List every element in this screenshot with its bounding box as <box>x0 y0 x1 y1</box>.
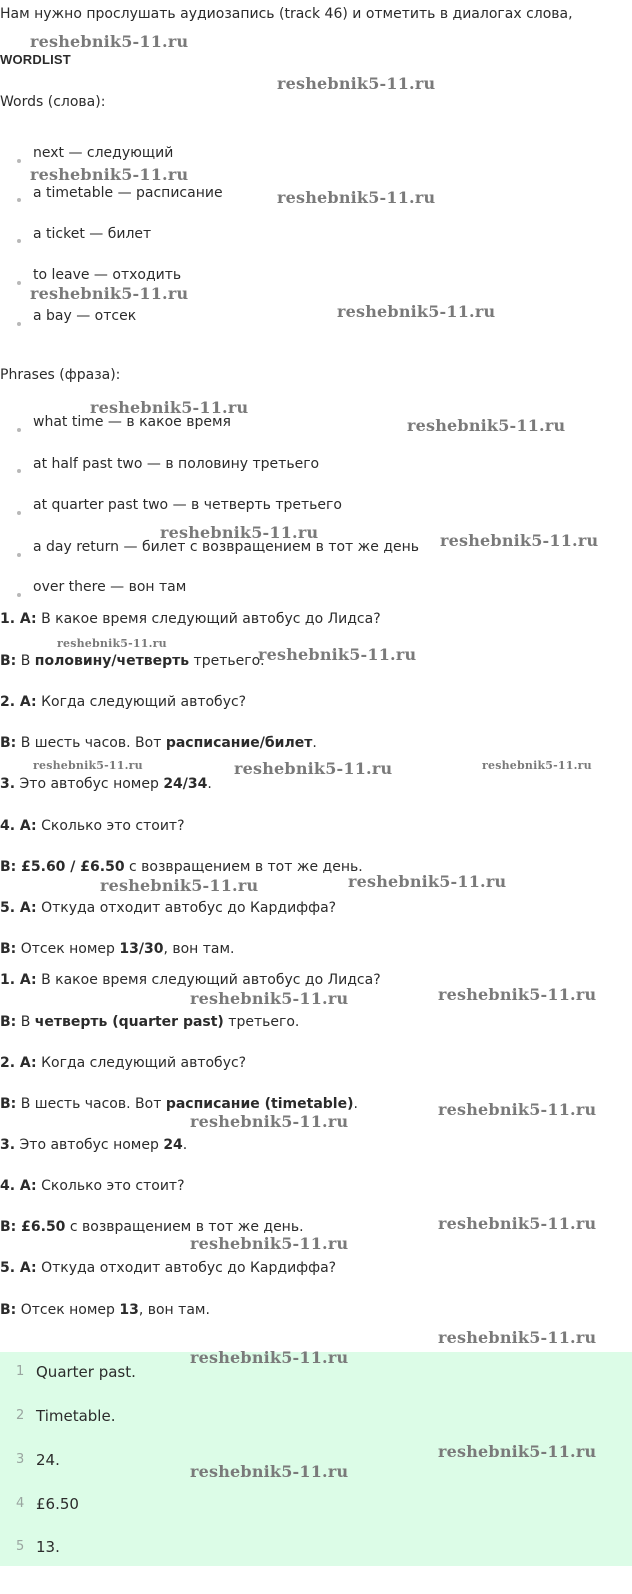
dialog-line: B: В шесть часов. Вот расписание/билет. <box>0 735 317 751</box>
answer-text: Quarter past. <box>36 1363 136 1381</box>
bullet-icon <box>17 428 21 432</box>
watermark: reshebnik5-11.ru <box>30 284 189 303</box>
watermark: reshebnik5-11.ru <box>190 1348 349 1367</box>
phrase-item: a day return — билет с возвращением в тот же день <box>33 539 420 555</box>
watermark: reshebnik5-11.ru <box>258 645 417 664</box>
watermark: reshebnik5-11.ru <box>100 876 259 895</box>
dialog-line: 4. A: Сколько это стоит? <box>0 1178 185 1194</box>
dialog-line: 2. A: Когда следующий автобус? <box>0 1055 247 1071</box>
answer-number: 5 <box>16 1539 25 1554</box>
dialog-line: B: В четверть (quarter past) третьего. <box>0 1014 300 1030</box>
answer-text: £6.50 <box>36 1495 79 1513</box>
watermark: reshebnik5-11.ru <box>482 759 592 772</box>
watermark: reshebnik5-11.ru <box>337 302 496 321</box>
phrase-item: at half past two — в половину третьего <box>33 456 320 472</box>
bullet-icon <box>17 198 21 202</box>
watermark: reshebnik5-11.ru <box>190 989 349 1008</box>
bullet-icon <box>17 159 21 163</box>
phrase-item: over there — вон там <box>33 579 187 595</box>
dialog-line: B: £5.60 / £6.50 с возвращением в тот же день. <box>0 859 363 875</box>
words-label: Words (слова): <box>0 94 106 110</box>
watermark: reshebnik5-11.ru <box>33 759 143 772</box>
answer-number: 4 <box>16 1496 25 1511</box>
dialog-line: 1. A: В какое время следующий автобус до Лидса? <box>0 611 381 627</box>
watermark: reshebnik5-11.ru <box>440 531 599 550</box>
word-item: a ticket — билет <box>33 226 152 242</box>
watermark: reshebnik5-11.ru <box>277 74 436 93</box>
intro-text: Нам нужно прослушать аудиозапись (track 46) и отметить в диалогах слова, <box>0 6 573 22</box>
watermark: reshebnik5-11.ru <box>190 1112 349 1131</box>
dialog-line: 1. A: В какое время следующий автобус до Лидса? <box>0 972 381 988</box>
bullet-icon <box>17 511 21 515</box>
word-item: next — следующий <box>33 145 174 161</box>
bullet-icon <box>17 553 21 557</box>
watermark: reshebnik5-11.ru <box>407 416 566 435</box>
watermark: reshebnik5-11.ru <box>438 1328 597 1347</box>
phrase-item: what time — в какое время <box>33 414 231 430</box>
bullet-icon <box>17 469 21 473</box>
watermark: reshebnik5-11.ru <box>277 188 436 207</box>
dialog-line: B: Отсек номер 13, вон там. <box>0 1302 210 1318</box>
dialog-line: B: £6.50 с возвращением в тот же день. <box>0 1219 304 1235</box>
dialog-line: B: Отсек номер 13/30, вон там. <box>0 941 235 957</box>
watermark: reshebnik5-11.ru <box>190 1234 349 1253</box>
answer-number: 1 <box>16 1364 25 1379</box>
watermark: reshebnik5-11.ru <box>234 759 393 778</box>
word-item: a timetable — расписание <box>33 185 223 201</box>
bullet-icon <box>17 239 21 243</box>
dialog-line: 2. A: Когда следующий автобус? <box>0 694 247 710</box>
answer-text: Timetable. <box>36 1407 116 1425</box>
dialog-line: 4. A: Сколько это стоит? <box>0 818 185 834</box>
watermark: reshebnik5-11.ru <box>30 32 189 51</box>
dialog-line: 5. A: Откуда отходит автобус до Кардиффа? <box>0 1260 337 1276</box>
word-item: to leave — отходить <box>33 267 182 283</box>
bullet-icon <box>17 593 21 597</box>
phrase-item: at quarter past two — в четверть третьего <box>33 497 342 513</box>
watermark: reshebnik5-11.ru <box>348 872 507 891</box>
watermark: reshebnik5-11.ru <box>438 1100 597 1119</box>
bullet-icon <box>17 322 21 326</box>
dialog-line: 5. A: Откуда отходит автобус до Кардиффа? <box>0 900 337 916</box>
answer-number: 3 <box>16 1452 25 1467</box>
dialog-line: B: В шесть часов. Вот расписание (timetable). <box>0 1096 358 1112</box>
wordlist-heading: WORDLIST <box>0 52 71 67</box>
dialog-line: B: В половину/четверть третьего. <box>0 653 265 669</box>
dialog-line: 3. Это автобус номер 24. <box>0 1137 188 1153</box>
dialog-line: 3. Это автобус номер 24/34. <box>0 776 212 792</box>
answer-text: 13. <box>36 1538 60 1556</box>
watermark: reshebnik5-11.ru <box>438 1442 597 1461</box>
watermark: reshebnik5-11.ru <box>30 165 189 184</box>
watermark: reshebnik5-11.ru <box>57 637 167 650</box>
bullet-icon <box>17 281 21 285</box>
phrases-label: Phrases (фраза): <box>0 367 121 383</box>
word-item: a bay — отсек <box>33 308 137 324</box>
watermark: reshebnik5-11.ru <box>190 1462 349 1481</box>
watermark: reshebnik5-11.ru <box>438 985 597 1004</box>
watermark: reshebnik5-11.ru <box>160 523 319 542</box>
watermark: reshebnik5-11.ru <box>438 1214 597 1233</box>
answer-number: 2 <box>16 1408 25 1423</box>
answer-text: 24. <box>36 1451 60 1469</box>
watermark: reshebnik5-11.ru <box>90 398 249 417</box>
